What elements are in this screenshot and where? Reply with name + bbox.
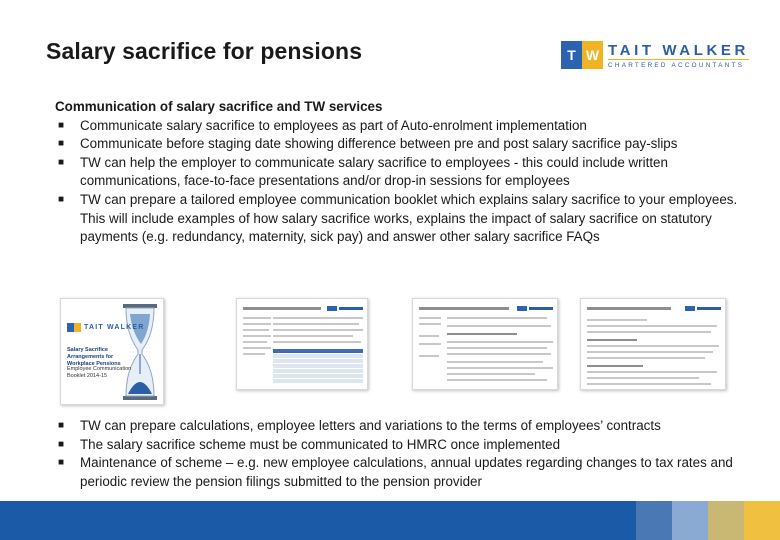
list-item-text: TW can prepare calculations, employee letters and variations to the terms of employees’ contracts <box>80 418 661 433</box>
tait-walker-logo <box>561 41 749 71</box>
main-content <box>55 98 745 247</box>
section-heading: Communication of salary sacrifice and TW services <box>55 99 383 114</box>
booklet-cover-thumbnail <box>60 298 164 405</box>
list-item <box>55 191 745 247</box>
list-item <box>55 154 745 191</box>
footer-band-segment <box>744 501 780 540</box>
footer-band-segment <box>708 501 744 540</box>
square-bullet-icon: ■ <box>57 438 65 450</box>
cover-logo-name: TAIT WALKER <box>84 324 145 331</box>
logo-letter-t: T <box>561 41 582 69</box>
bottom-content <box>55 417 745 491</box>
square-bullet-icon: ■ <box>57 138 65 150</box>
footer-band-segment <box>636 501 672 540</box>
list-item <box>55 436 745 455</box>
square-bullet-icon: ■ <box>57 119 65 131</box>
list-item-text: Communicate before staging date showing difference between pre and post salary sacrifice pay-slips <box>80 136 678 152</box>
list-item <box>55 454 745 491</box>
footer-band-main <box>0 501 636 540</box>
top-bullet-list <box>55 117 745 247</box>
square-bullet-icon: ■ <box>57 457 65 469</box>
list-item-text: Communicate salary sacrifice to employees as part of Auto-enrolment implementation <box>80 117 587 133</box>
footer-color-band <box>0 501 780 540</box>
slide-title: Salary sacrifice for pensions <box>46 38 363 64</box>
bottom-bullet-list <box>55 417 745 491</box>
square-bullet-icon: ■ <box>57 156 65 168</box>
list-item <box>55 117 745 136</box>
list-item <box>55 417 745 436</box>
footer-band-segment <box>672 501 708 540</box>
logo-subtitle: CHARTERED ACCOUNTANTS <box>608 59 749 70</box>
square-bullet-icon: ■ <box>57 420 65 431</box>
list-item <box>55 135 745 154</box>
list-item-text: The salary sacrifice scheme must be communicated to HMRC once implemented <box>80 436 561 452</box>
cover-subtitle: Employee Communication Booklet 2014-15 <box>67 366 132 379</box>
booklet-page-thumbnail <box>412 298 558 390</box>
cover-title: Salary Sacrifice Arrangements for Workplace Pensions <box>67 347 121 367</box>
booklet-page-thumbnail <box>236 298 368 390</box>
booklet-thumbnails <box>0 298 780 408</box>
logo-letter-w: W <box>582 41 603 69</box>
logo-name: TAIT WALKER <box>608 41 749 59</box>
square-bullet-icon: ■ <box>57 193 65 205</box>
list-item-text: Maintenance of scheme – e.g. new employee calculations, annual updates regarding changes to tax rates and periodic review the pension filings submitted to the pension provider <box>80 455 733 489</box>
list-item-text: TW can help the employer to communicate salary sacrifice to employees - this could include written communications, face-to-face presentations and/or drop-in sessions for employees <box>80 154 668 189</box>
booklet-page-thumbnail <box>580 298 726 390</box>
list-item-text: TW can prepare a tailored employee communication booklet which explains salary sacrifice to your employees. This will include examples of how salary sacrifice works, explains the impact of salary sacrifice on statutory payments (e.g. redundancy, maternity, sick pay) and answer other salary sacrifice FAQs <box>80 191 738 245</box>
cover-logo <box>67 323 145 332</box>
